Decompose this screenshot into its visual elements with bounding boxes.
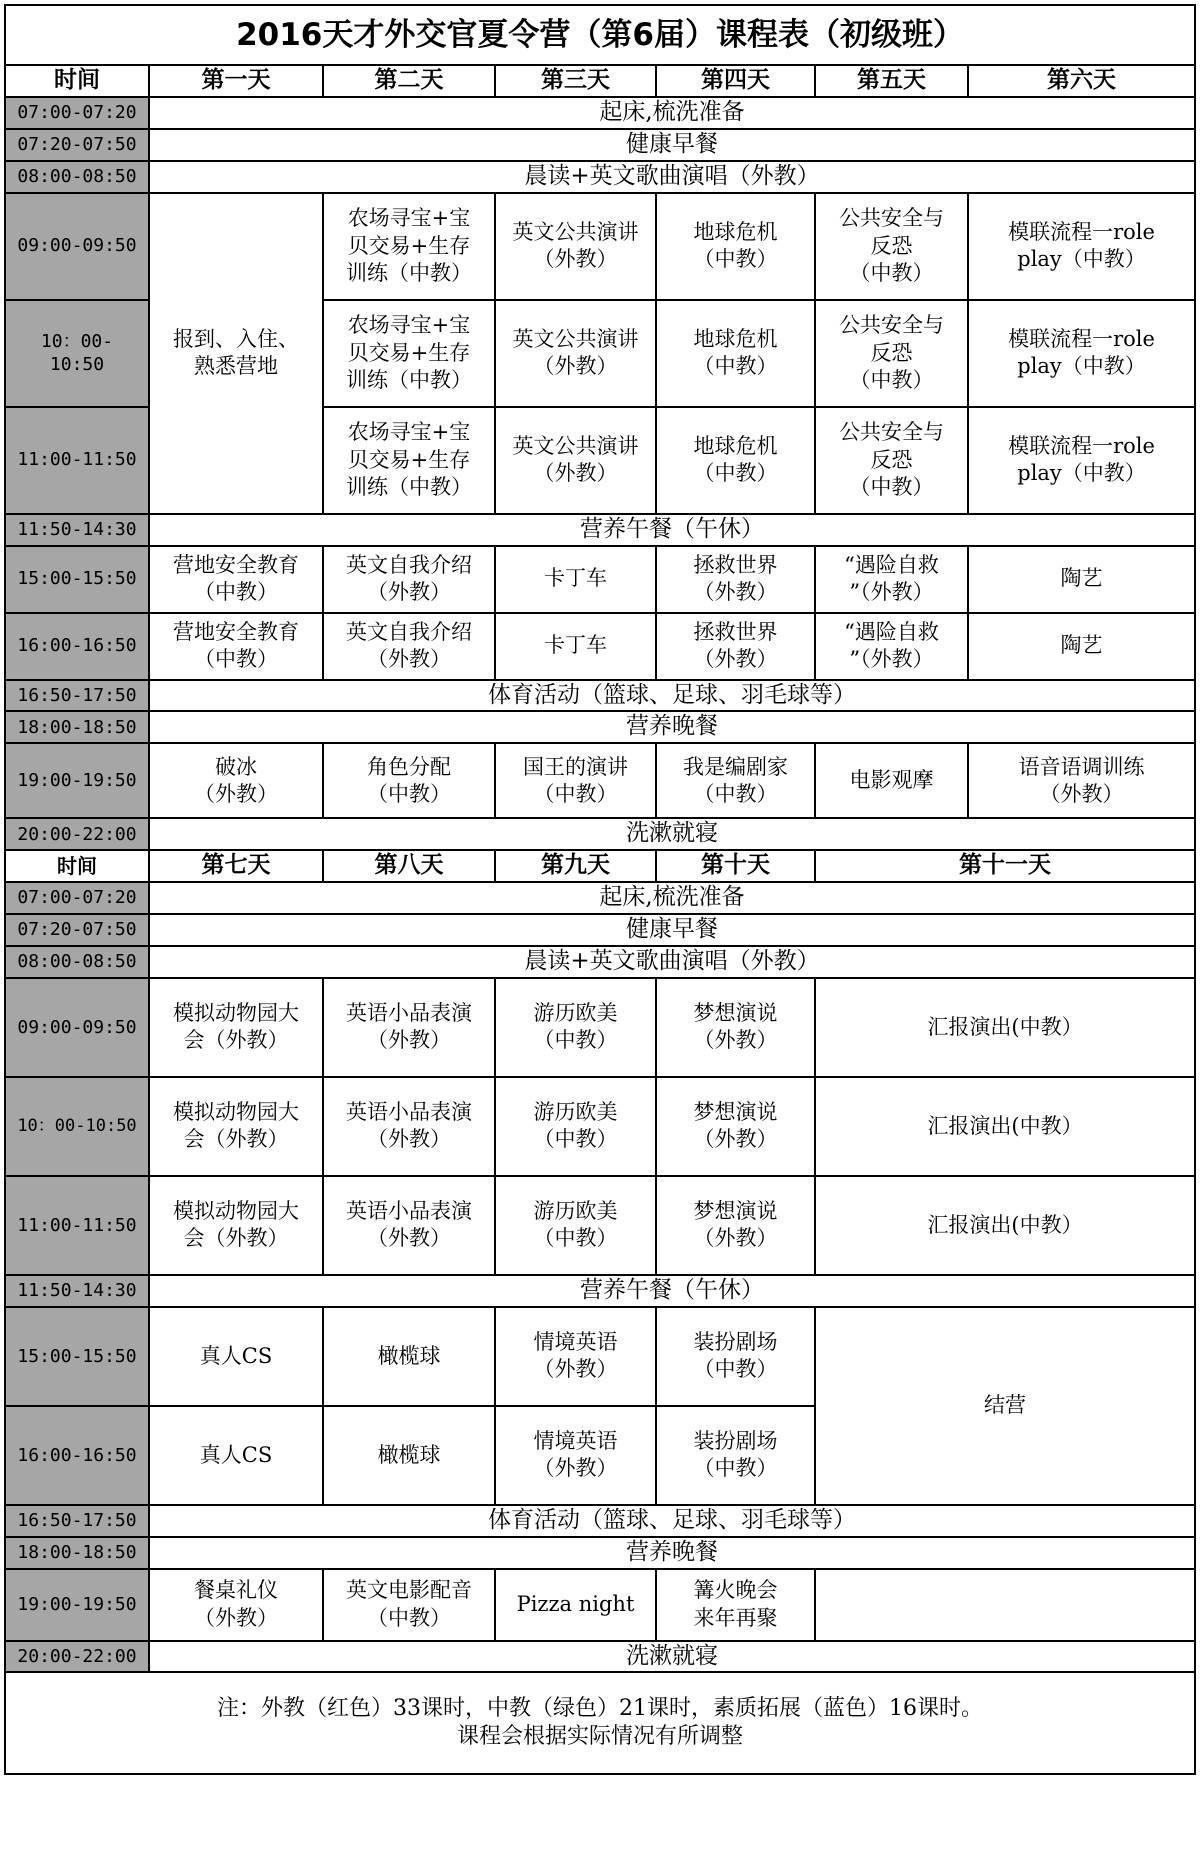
activity-cell [323, 193, 495, 300]
header-row-1 [5, 65, 1195, 97]
activity-line: 拯救世界 [693, 619, 778, 644]
page-title: 2016天才外交官夏令营（第6届）课程表（初级班） [5, 5, 1195, 65]
activity-line: “遇险自救 [844, 619, 939, 644]
activity-line: 熟悉营地 [194, 354, 278, 379]
schedule-row [5, 914, 1195, 946]
activity-line: （外教） [693, 1028, 778, 1053]
day-header: 第九天 [495, 850, 656, 882]
day-header: 第六天 [968, 65, 1195, 97]
activity-cell: 橄榄球 [323, 1406, 495, 1505]
day-header: 第十天 [656, 850, 815, 882]
schedule-row [5, 743, 1195, 818]
activity-line: 情境英语 [533, 1429, 618, 1453]
activity-cell [495, 1077, 656, 1176]
activity-line: 反恐 [870, 233, 913, 258]
activity-cell [323, 300, 495, 407]
time-cell: 11:50-14:30 [5, 514, 149, 546]
activity-line: 模联流程一role [1008, 219, 1155, 244]
activity-line: 公共安全与 [839, 420, 944, 445]
activity-cell [815, 613, 968, 680]
activity-line: （中教） [194, 647, 278, 672]
activity-line: （外教） [194, 781, 278, 806]
activity-line: 拯救世界 [693, 552, 778, 577]
schedule-row [5, 882, 1195, 914]
schedule-row [5, 193, 1195, 300]
common-activity: 体育活动（篮球、足球、羽毛球等） [149, 680, 1195, 712]
activity-cell [656, 743, 815, 818]
activity-line: （中教） [693, 354, 778, 379]
time-cell: 07:00-07:20 [5, 97, 149, 129]
time-cell: 19:00-19:50 [5, 743, 149, 818]
schedule-row [5, 1275, 1195, 1307]
activity-cell [495, 300, 656, 407]
activity-line: （中教） [533, 1127, 618, 1152]
common-activity: 营养晚餐 [149, 711, 1195, 743]
activity-line: （外教） [367, 647, 451, 672]
activity-cell: 真人CS [149, 1307, 323, 1406]
common-activity: 营养晚餐 [149, 1537, 1195, 1569]
activity-cell [149, 193, 323, 514]
schedule-row [5, 546, 1195, 613]
activity-line: 游历欧美 [533, 1199, 618, 1224]
activity-cell [149, 743, 323, 818]
common-activity: 健康早餐 [149, 914, 1195, 946]
activity-cell [495, 407, 656, 514]
notes-cell [5, 1672, 1195, 1774]
time-cell: 15:00-15:50 [5, 1307, 149, 1406]
activity-cell [968, 193, 1195, 300]
activity-line: 国王的演讲 [523, 754, 628, 779]
activity-cell [495, 193, 656, 300]
time-header: 时间 [5, 65, 149, 97]
time-cell: 16:00-16:50 [5, 1406, 149, 1505]
activity-cell [495, 978, 656, 1077]
activity-line: 英语小品表演 [346, 1001, 472, 1026]
activity-cell [149, 546, 323, 613]
activity-cell [815, 300, 968, 407]
activity-line: （外教） [693, 1226, 778, 1251]
activity-line: 篝火晚会 [693, 1578, 778, 1603]
note-line: 注：外教（红色）33课时，中教（绿色）21课时，素质拓展（蓝色）16课时。 [217, 1695, 984, 1721]
time-cell: 09:00-09:50 [5, 193, 149, 300]
activity-line: 餐桌礼仪 [194, 1578, 278, 1603]
activity-line: （外教） [693, 1127, 778, 1152]
activity-line: 地球危机 [693, 433, 778, 458]
day-header: 第四天 [656, 65, 815, 97]
schedule-table [4, 4, 1196, 1775]
schedule-row [5, 818, 1195, 850]
activity-line: 英文公共演讲 [512, 433, 639, 458]
activity-line: ”（外教） [849, 647, 934, 672]
activity-line: 情境英语 [533, 1330, 618, 1354]
activity-line: （中教） [367, 1605, 451, 1630]
activity-cell [323, 978, 495, 1077]
activity-cell [656, 300, 815, 407]
activity-line: （中教） [693, 1456, 778, 1481]
time-cell: 18:00-18:50 [5, 1537, 149, 1569]
activity-line: （中教） [194, 580, 278, 605]
time-cell: 15:00-15:50 [5, 546, 149, 613]
activity-line: 公共安全与 [839, 313, 944, 338]
activity-line: （中教） [533, 1028, 618, 1053]
activity-line: “遇险自救 [844, 552, 939, 577]
activity-line: 训练（中教） [346, 474, 472, 499]
activity-line: 反恐 [870, 447, 913, 472]
activity-cell [815, 407, 968, 514]
time-cell: 07:00-07:20 [5, 882, 149, 914]
day-header: 第七天 [149, 850, 323, 882]
schedule-row [5, 1077, 1195, 1176]
activity-cell [495, 743, 656, 818]
activity-line: 装扮剧场 [693, 1429, 778, 1453]
time-cell: 16:00-16:50 [5, 613, 149, 680]
activity-cell [656, 1077, 815, 1176]
schedule-row [5, 680, 1195, 712]
activity-line: 报到、入住、 [173, 326, 299, 351]
time-cell [5, 300, 149, 407]
activity-line: 模拟动物园大 [173, 1100, 299, 1125]
activity-line: （中教） [693, 247, 778, 272]
activity-line: （外教） [367, 1028, 451, 1053]
day-header: 第八天 [323, 850, 495, 882]
activity-line: 语音语调训练 [1018, 754, 1145, 779]
schedule-row [5, 1537, 1195, 1569]
activity-line: 营地安全教育 [173, 552, 299, 577]
day-header: 第一天 [149, 65, 323, 97]
activity-line: 英文自我介绍 [346, 552, 472, 577]
activity-line: 农场寻宝+宝 [347, 206, 471, 231]
activity-cell: 陶艺 [968, 613, 1195, 680]
activity-line: 梦想演说 [693, 1199, 778, 1224]
activity-line: 训练（中教） [346, 367, 472, 392]
activity-cell: 陶艺 [968, 546, 1195, 613]
time-cell: 10：00-10:50 [5, 1077, 149, 1176]
activity-cell [656, 1406, 815, 1505]
activity-line: 模联流程一role [1008, 326, 1155, 351]
common-activity: 健康早餐 [149, 129, 1195, 161]
title-row [5, 5, 1195, 65]
activity-cell [149, 1176, 323, 1275]
schedule-row [5, 1307, 1195, 1406]
activity-cell [495, 1307, 656, 1406]
activity-line: play（中教） [1017, 354, 1146, 379]
activity-cell: 汇报演出(中教） [815, 1077, 1195, 1176]
common-activity: 营养午餐（午休） [149, 514, 1195, 546]
activity-line: （中教） [849, 474, 934, 499]
time-cell: 20:00-22:00 [5, 818, 149, 850]
activity-cell [656, 1569, 815, 1641]
common-activity: 体育活动（篮球、足球、羽毛球等） [149, 1505, 1195, 1537]
activity-line: 地球危机 [693, 326, 778, 351]
activity-cell [323, 613, 495, 680]
activity-line: 贝交易+生存 [347, 447, 471, 472]
activity-line: play（中教） [1017, 461, 1146, 486]
header-row-2 [5, 850, 1195, 882]
activity-line: 会（外教） [183, 1226, 289, 1251]
notes-row [5, 1672, 1195, 1774]
activity-cell [149, 1569, 323, 1641]
activity-line: （外教） [533, 461, 618, 486]
schedule-row [5, 1176, 1195, 1275]
activity-line: （外教） [533, 1357, 618, 1382]
activity-cell [656, 1307, 815, 1406]
activity-cell: 结营 [815, 1307, 1195, 1505]
activity-cell [656, 193, 815, 300]
activity-line: 英文电影配音 [346, 1578, 472, 1603]
activity-cell: 汇报演出(中教） [815, 1176, 1195, 1275]
activity-line: 农场寻宝+宝 [347, 313, 471, 338]
activity-cell [495, 1406, 656, 1505]
time-cell: 11:00-11:50 [5, 1176, 149, 1275]
schedule-row [5, 1505, 1195, 1537]
note-line: 课程会根据实际情况有所调整 [457, 1724, 744, 1750]
schedule-row [5, 514, 1195, 546]
activity-line: 装扮剧场 [693, 1330, 778, 1354]
common-activity: 营养午餐（午休） [149, 1275, 1195, 1307]
schedule-row [5, 613, 1195, 680]
time-cell: 08:00-08:50 [5, 946, 149, 978]
day-header: 第二天 [323, 65, 495, 97]
time-cell: 07:20-07:50 [5, 129, 149, 161]
activity-line: （外教） [533, 354, 618, 379]
activity-line: 英文自我介绍 [346, 619, 472, 644]
common-activity: 晨读+英文歌曲演唱（外教） [149, 946, 1195, 978]
activity-cell: 橄榄球 [323, 1307, 495, 1406]
activity-line: 游历欧美 [533, 1001, 618, 1026]
activity-line: （中教） [533, 1226, 618, 1251]
activity-cell [656, 1176, 815, 1275]
activity-line: （中教） [533, 781, 618, 806]
activity-cell [323, 743, 495, 818]
activity-line: 地球危机 [693, 219, 778, 244]
common-activity: 起床,梳洗准备 [149, 97, 1195, 129]
activity-line: （外教） [367, 580, 451, 605]
activity-line: 训练（中教） [346, 260, 472, 285]
activity-cell [815, 546, 968, 613]
activity-line: （外教） [1039, 781, 1124, 806]
activity-cell: Pizza night [495, 1569, 656, 1641]
activity-line: （中教） [849, 260, 934, 285]
time-cell: 09:00-09:50 [5, 978, 149, 1077]
activity-cell: 真人CS [149, 1406, 323, 1505]
activity-line: 我是编剧家 [683, 754, 788, 779]
activity-cell [815, 193, 968, 300]
activity-line: （外教） [693, 647, 778, 672]
activity-line: 贝交易+生存 [347, 233, 471, 258]
activity-line: 来年再聚 [693, 1605, 778, 1630]
time-cell: 16:50-17:50 [5, 1505, 149, 1537]
activity-cell: 汇报演出(中教） [815, 978, 1195, 1077]
activity-line: 会（外教） [183, 1127, 289, 1152]
day-header: 第三天 [495, 65, 656, 97]
activity-line: 英文公共演讲 [512, 219, 639, 244]
time-header: 时间 [5, 850, 149, 882]
activity-cell [656, 613, 815, 680]
time-cell: 19:00-19:50 [5, 1569, 149, 1641]
activity-line: 农场寻宝+宝 [347, 420, 471, 445]
activity-line: play（中教） [1017, 247, 1146, 272]
activity-line: （外教） [367, 1127, 451, 1152]
activity-cell [323, 407, 495, 514]
activity-line: 会（外教） [183, 1028, 289, 1053]
activity-line: 模拟动物园大 [173, 1199, 299, 1224]
time-cell: 08:00-08:50 [5, 161, 149, 193]
schedule-row [5, 1641, 1195, 1673]
activity-line: 公共安全与 [839, 206, 944, 231]
activity-cell [656, 407, 815, 514]
common-activity: 洗漱就寝 [149, 1641, 1195, 1673]
schedule-row [5, 711, 1195, 743]
time-cell: 16:50-17:50 [5, 680, 149, 712]
activity-line: ”（外教） [849, 580, 934, 605]
activity-line: 英语小品表演 [346, 1100, 472, 1125]
schedule-row [5, 129, 1195, 161]
activity-cell [495, 1176, 656, 1275]
activity-line: 英语小品表演 [346, 1199, 472, 1224]
activity-line: 模拟动物园大 [173, 1001, 299, 1026]
activity-line: 游历欧美 [533, 1100, 618, 1125]
day-header: 第十一天 [815, 850, 1195, 882]
schedule-row [5, 97, 1195, 129]
activity-cell [323, 1569, 495, 1641]
common-activity: 晨读+英文歌曲演唱（外教） [149, 161, 1195, 193]
activity-cell [968, 407, 1195, 514]
activity-cell [323, 546, 495, 613]
activity-line: （外教） [367, 1226, 451, 1251]
schedule-row [5, 946, 1195, 978]
activity-cell [656, 978, 815, 1077]
activity-line: 模联流程一role [1008, 433, 1155, 458]
activity-line: （外教） [194, 1605, 278, 1630]
activity-cell [149, 1077, 323, 1176]
activity-line: 营地安全教育 [173, 619, 299, 644]
activity-cell [149, 613, 323, 680]
activity-line: （中教） [849, 367, 934, 392]
activity-cell [656, 546, 815, 613]
activity-line: （中教） [367, 781, 451, 806]
activity-line: （外教） [533, 1456, 618, 1481]
time-cell: 07:20-07:50 [5, 914, 149, 946]
activity-cell [149, 978, 323, 1077]
activity-line: 破冰 [215, 754, 257, 779]
activity-cell: 卡丁车 [495, 546, 656, 613]
time-line: 10：00- [40, 330, 114, 352]
activity-cell [815, 1569, 1195, 1641]
day-header: 第五天 [815, 65, 968, 97]
time-cell: 20:00-22:00 [5, 1641, 149, 1673]
activity-line: 反恐 [870, 340, 913, 365]
activity-line: 贝交易+生存 [347, 340, 471, 365]
activity-line: （外教） [693, 580, 778, 605]
time-cell: 11:50-14:30 [5, 1275, 149, 1307]
schedule-row [5, 1569, 1195, 1641]
time-line: 10:50 [49, 354, 105, 376]
activity-line: （中教） [693, 781, 778, 806]
time-cell: 11:00-11:50 [5, 407, 149, 514]
schedule-sheet [4, 4, 1194, 1868]
activity-cell: 卡丁车 [495, 613, 656, 680]
activity-line: （中教） [693, 461, 778, 486]
activity-cell: 电影观摩 [815, 743, 968, 818]
schedule-row [5, 978, 1195, 1077]
activity-line: （中教） [693, 1357, 778, 1382]
common-activity: 起床,梳洗准备 [149, 882, 1195, 914]
schedule-row [5, 161, 1195, 193]
activity-cell [968, 300, 1195, 407]
activity-line: 梦想演说 [693, 1001, 778, 1026]
activity-cell [323, 1176, 495, 1275]
activity-line: 梦想演说 [693, 1100, 778, 1125]
time-cell: 18:00-18:50 [5, 711, 149, 743]
activity-cell [968, 743, 1195, 818]
activity-line: 英文公共演讲 [512, 326, 639, 351]
activity-cell [323, 1077, 495, 1176]
activity-line: （外教） [533, 247, 618, 272]
common-activity: 洗漱就寝 [149, 818, 1195, 850]
activity-line: 角色分配 [367, 754, 451, 779]
